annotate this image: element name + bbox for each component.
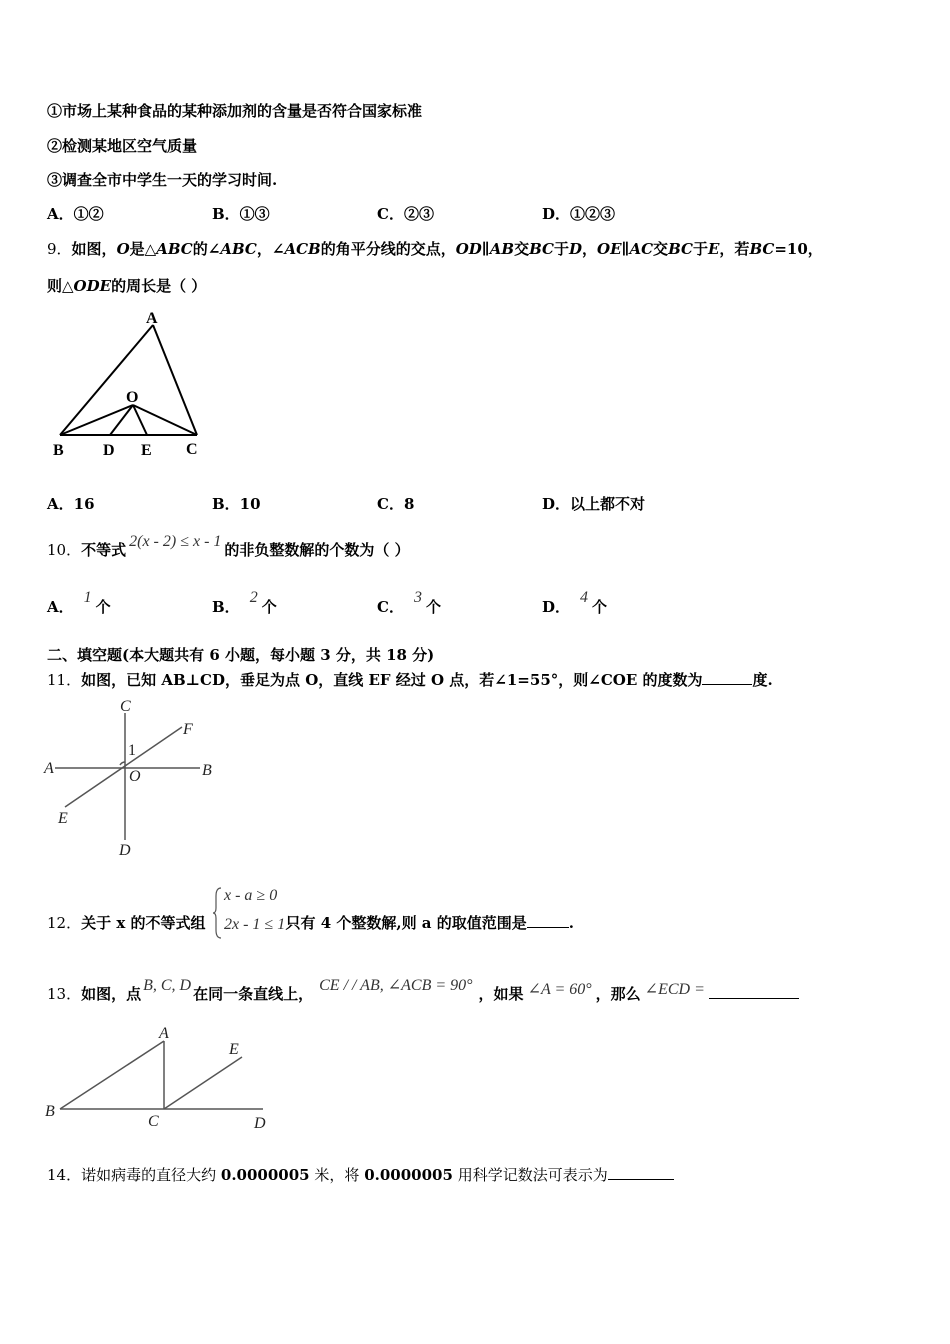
q10-option-letter: C． <box>377 598 404 616</box>
q14-text: 诺如病毒的直径大约 <box>81 1166 217 1184</box>
q11-label-b: B <box>202 762 212 779</box>
q9-label-c: C <box>186 441 198 458</box>
q10-option-unit: 个 <box>425 598 441 616</box>
q8-option-d: D．①②③ <box>542 205 616 223</box>
q13-text: ，那么 <box>595 985 641 1003</box>
q12-text: 只有 4 个整数解,则 a 的取值范围是 <box>285 914 527 932</box>
q14-value: 0.0000005 <box>364 1166 453 1184</box>
q9-text: 交 <box>653 240 669 258</box>
q13-label-e: E <box>229 1041 239 1058</box>
q14-stem <box>47 1165 674 1185</box>
q12-number: 12． <box>47 914 82 932</box>
q14-answer-blank[interactable] <box>608 1165 674 1180</box>
q14-number: 14． <box>47 1166 82 1184</box>
q11-stem <box>47 670 773 690</box>
q10-option-a <box>47 589 111 618</box>
q9-segment-bc: BC <box>668 240 693 258</box>
q9-text: 的周长是（ ） <box>111 277 207 295</box>
q13-text: 在同一条直线上， <box>193 985 314 1003</box>
q9-point-e: E <box>707 240 720 258</box>
q9-text: 则△ <box>47 277 74 295</box>
q9-text: 如图， <box>71 240 117 258</box>
q9-text: ，若 <box>719 240 750 258</box>
q10-option-c <box>377 589 441 618</box>
q11-label-e: E <box>58 810 68 827</box>
q12-system-line-2: 2x - 1 ≤ 1 <box>224 916 286 933</box>
q10-option-unit: 个 <box>592 598 608 616</box>
q9-stem-line1 <box>47 239 823 259</box>
q9-text: 交 <box>514 240 530 258</box>
q10-text: 的非负整数解的个数为（ ） <box>224 541 410 559</box>
q10-option-value: 4 <box>580 589 589 606</box>
q9-triangle-ode: ODE <box>73 277 112 295</box>
q14-value: 0.0000005 <box>220 1166 310 1184</box>
q13-target-angle: ∠ECD = <box>644 981 705 998</box>
q9-angle-abc: ABC <box>220 240 257 258</box>
q8-item-1: ①市场上某种食品的某种添加剂的含量是否符合国家标准 <box>47 102 423 120</box>
q9-text: 的∠ <box>192 240 221 258</box>
q13-answer-blank[interactable] <box>709 984 799 999</box>
q9-label-a: A <box>146 310 158 327</box>
q13-number: 13． <box>47 985 82 1003</box>
q12-system-line-1: x - a ≥ 0 <box>224 887 278 904</box>
q9-segment-bc: BC <box>749 240 775 258</box>
q9-oe-parallel-ac: OE∥AC <box>597 240 654 258</box>
q9-triangle-figure <box>40 305 220 465</box>
q13-label-c: C <box>148 1113 159 1130</box>
q8-option-a: A．①② <box>47 205 104 223</box>
q9-option-a: A．16 <box>47 495 95 513</box>
q9-point-d: D <box>569 240 583 258</box>
q12-text: 关于 x 的不等式组 <box>81 914 206 932</box>
q8-option-c: C．②③ <box>377 205 434 223</box>
q10-option-letter: B． <box>212 598 240 616</box>
q9-label-o: O <box>126 389 139 406</box>
q10-option-unit: 个 <box>95 598 111 616</box>
q11-label-o: O <box>129 768 141 785</box>
q8-option-b: B．①③ <box>212 205 270 223</box>
q13-points: B, C, D <box>143 977 192 994</box>
q9-text: 于 <box>692 240 708 258</box>
q11-intersecting-lines-figure <box>40 695 230 865</box>
q11-label-d: D <box>119 842 131 859</box>
q11-label-a: A <box>44 760 54 777</box>
q10-option-value: 1 <box>83 589 92 606</box>
q10-option-letter: D． <box>542 598 571 616</box>
q13-text: ，如果 <box>478 985 524 1003</box>
q9-segment-bc: BC <box>529 240 554 258</box>
q13-condition: CE / / AB, ∠ACB = 90° <box>319 977 473 994</box>
q10-option-d <box>542 589 608 618</box>
q9-text: 是△ <box>129 240 157 258</box>
q13-label-a: A <box>159 1025 169 1042</box>
q12-tail: . <box>568 914 574 932</box>
q11-number: 11． <box>47 671 82 689</box>
q11-text: 如图，已知 AB⊥CD，垂足为点 O，直线 EF 经过 O 点，若∠1=55°，则∠COE 的度数为 <box>81 671 703 689</box>
q11-label-f: F <box>183 721 193 738</box>
q10-option-letter: A． <box>47 598 74 616</box>
q13-stem <box>47 977 799 1005</box>
q14-text: 用科学记数法可表示为 <box>457 1166 608 1184</box>
q9-stem-line2 <box>47 276 206 296</box>
q10-stem <box>47 533 410 561</box>
q10-option-value: 3 <box>413 589 422 606</box>
q9-option-c: C．8 <box>377 495 415 513</box>
q8-item-2: ②检测某地区空气质量 <box>47 137 198 155</box>
q12-answer-blank[interactable] <box>527 913 569 928</box>
q9-text: ， <box>582 240 598 258</box>
q11-answer-blank[interactable] <box>702 670 752 685</box>
q11-tail: 度. <box>752 671 773 689</box>
q12-stem <box>47 913 574 933</box>
q13-angle-a: ∠A = 60° <box>527 981 592 998</box>
q10-number: 10． <box>47 541 82 559</box>
q10-option-unit: 个 <box>261 598 277 616</box>
q10-option-b <box>212 589 277 618</box>
q9-text: 的角平分线的交点， <box>320 240 456 258</box>
q9-triangle-abc: ABC <box>156 240 193 258</box>
q9-text: ，∠ <box>256 240 285 258</box>
section-2-title: 二、填空题(本大题共有 6 小题，每小题 3 分，共 18 分) <box>47 646 435 664</box>
q9-text: =10， <box>774 240 823 258</box>
q12-system-brace <box>213 886 223 940</box>
q8-item-3: ③调查全市中学生一天的学习时间. <box>47 171 278 189</box>
q9-label-b: B <box>53 442 64 459</box>
q9-option-b: B．10 <box>212 495 261 513</box>
q10-option-value: 2 <box>249 589 258 606</box>
q9-option-d: D．以上都不对 <box>542 495 646 513</box>
q9-od-parallel-ab: OD∥AB <box>455 240 515 258</box>
q13-figure <box>40 1020 280 1135</box>
q9-point-o: O <box>116 240 130 258</box>
q13-label-b: B <box>45 1103 55 1120</box>
q9-label-d: D <box>103 442 115 459</box>
q9-text: 于 <box>553 240 569 258</box>
q9-angle-acb: ACB <box>284 240 321 258</box>
q10-text: 不等式 <box>81 541 127 559</box>
q9-number: 9． <box>47 240 72 258</box>
q11-label-1: 1 <box>128 742 136 759</box>
q10-formula: 2(x - 2) ≤ x - 1 <box>129 533 222 550</box>
q13-text: 如图，点 <box>81 985 142 1003</box>
q11-label-c: C <box>120 698 131 715</box>
q13-label-d: D <box>254 1115 266 1132</box>
q14-text: 米，将 <box>314 1166 360 1184</box>
q9-label-e: E <box>141 442 152 459</box>
